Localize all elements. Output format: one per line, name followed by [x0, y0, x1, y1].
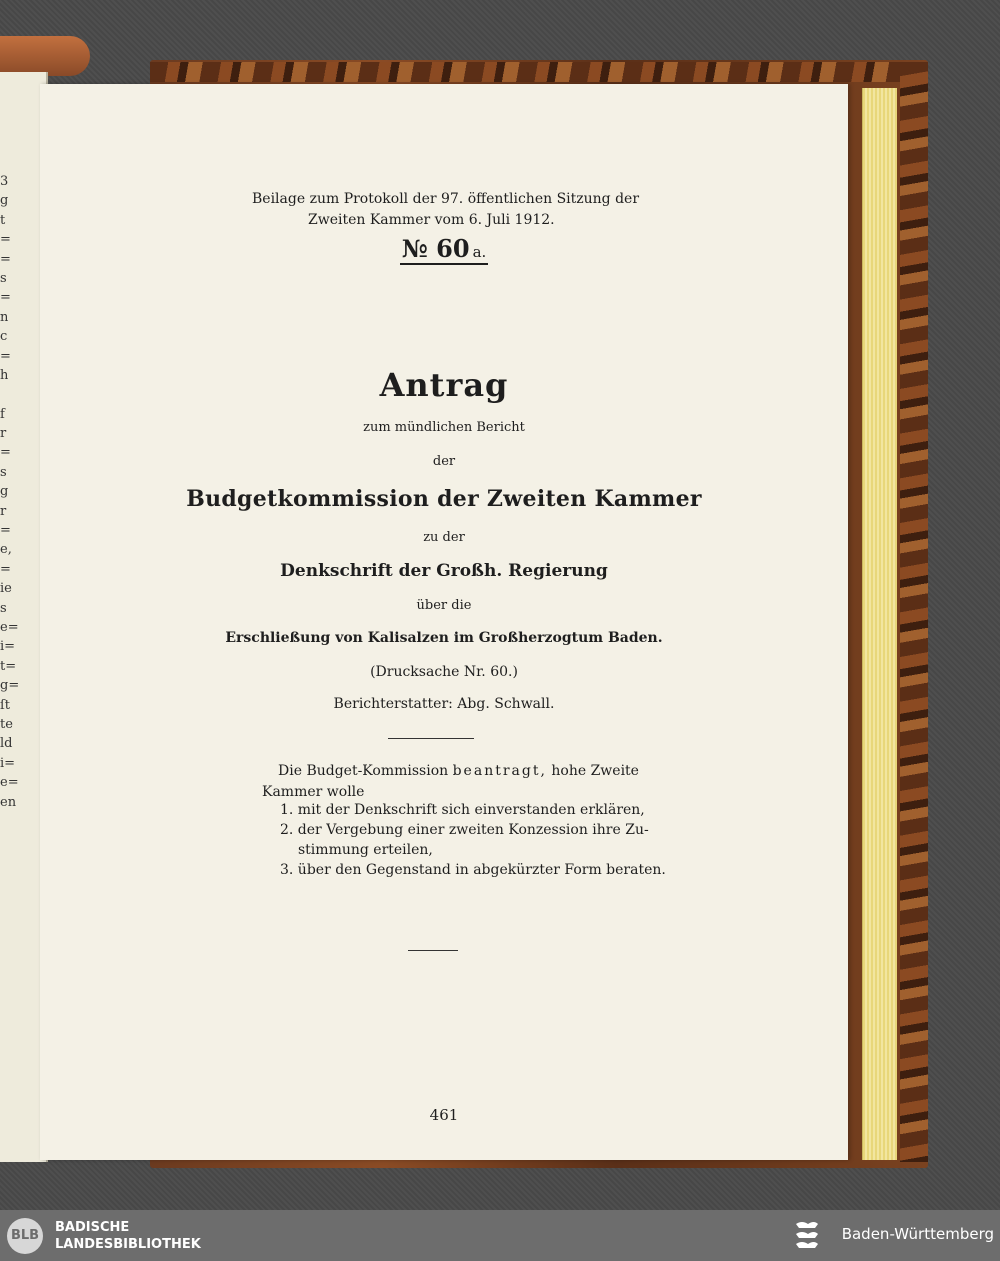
- left-page-char: =: [0, 348, 11, 364]
- rapporteur: Berichterstatter: Abg. Schwall.: [333, 696, 555, 712]
- left-page-char: g: [0, 193, 9, 209]
- list-item-continuation: stimmung erteilen,: [298, 842, 433, 858]
- left-page-char: =: [0, 251, 11, 267]
- motion-spaced: beantragt,: [452, 763, 547, 779]
- line-ueber-die: über die: [416, 598, 472, 613]
- left-page-char: n: [0, 309, 9, 325]
- left-page-char: f: [0, 406, 5, 422]
- left-page-char: g=: [0, 678, 20, 694]
- left-page-char: t=: [0, 658, 17, 674]
- list-item: 1. mit der Denkschrift sich einverstanden erklären,: [280, 802, 645, 818]
- left-page-char: e,: [0, 542, 12, 558]
- left-page-fragments: [0, 172, 20, 812]
- motion-start: Die Budget-Kommission: [278, 763, 449, 779]
- left-page-char: s: [0, 600, 7, 616]
- state-name[interactable]: Baden-Württemberg: [841, 1225, 994, 1243]
- left-page-char: s: [0, 270, 7, 286]
- motion-paragraph: [278, 761, 639, 782]
- left-page-char: i=: [0, 639, 16, 655]
- library-name-line-2: LANDESBIBLIOTHEK: [55, 1237, 201, 1252]
- left-page-char: c: [0, 329, 8, 345]
- left-page-char: en: [0, 794, 17, 810]
- left-page-char: ld: [0, 736, 13, 752]
- left-page-char: h: [0, 367, 9, 383]
- end-rule: [408, 950, 458, 951]
- left-page-char: =: [0, 290, 11, 306]
- left-page-char: e=: [0, 775, 19, 791]
- subject-line: Erschließung von Kalisalzen im Großherzogtum Baden.: [225, 630, 663, 646]
- left-page-char: ie: [0, 581, 12, 597]
- line-zum-bericht: zum mündlichen Bericht: [363, 420, 525, 435]
- document-number: [40, 234, 848, 265]
- left-page-char: i=: [0, 755, 16, 771]
- cover-marbling-right: [900, 62, 928, 1162]
- motion-end: hohe Zweite: [551, 763, 639, 779]
- supplement-line-1: Beilage zum Protokoll der 97. öffentlichen Sitzung der: [252, 191, 640, 207]
- document-page: [40, 84, 848, 1160]
- left-page-char: ſt: [0, 697, 11, 713]
- document-title: Antrag: [379, 366, 509, 404]
- page-edges: [862, 88, 897, 1160]
- library-name-line-1: BADISCHE: [55, 1220, 130, 1235]
- left-page-char: =: [0, 445, 11, 461]
- memo-title: Denkschrift der Großh. Regierung: [280, 561, 608, 581]
- motion-list: [280, 800, 666, 880]
- left-page-char: e=: [0, 619, 19, 635]
- list-item: 3. über den Gegenstand in abgekürzter Form beraten.: [280, 862, 666, 878]
- left-page-char: 3: [0, 174, 9, 189]
- line-zu-der: zu der: [423, 530, 465, 545]
- document-number-suffix: a.: [472, 243, 487, 261]
- left-page-char: t: [0, 212, 6, 228]
- print-reference: (Drucksache Nr. 60.): [370, 664, 518, 680]
- left-page-char: te: [0, 716, 13, 732]
- blb-logo[interactable]: BLB: [7, 1218, 43, 1254]
- document-number-value: № 60: [401, 234, 470, 263]
- list-item: 2. der Vergebung einer zweiten Konzession ihre Zu-: [280, 822, 649, 838]
- motion-line-2: Kammer wolle: [262, 784, 365, 800]
- left-page-char: =: [0, 523, 11, 539]
- left-page-char: s: [0, 464, 7, 480]
- left-page-char: r: [0, 426, 7, 442]
- commission-name: Budgetkommission der Zweiten Kammer: [186, 486, 702, 512]
- separator-rule: [388, 738, 474, 739]
- lion-crest-icon: [792, 1218, 822, 1254]
- left-page-char: g: [0, 484, 9, 500]
- left-page-char: [0, 385, 12, 404]
- library-name[interactable]: [55, 1219, 201, 1253]
- left-page-char: r: [0, 503, 7, 519]
- line-der: der: [432, 454, 456, 469]
- left-clip: [0, 36, 90, 76]
- supplement-line-2: Zweiten Kammer vom 6. Juli 1912.: [308, 212, 555, 228]
- left-page-char: =: [0, 561, 11, 577]
- page-number: 461: [429, 1106, 459, 1124]
- cover-marbling-top: [150, 62, 910, 82]
- left-page-char: =: [0, 232, 11, 248]
- footer-bar: [0, 1210, 1000, 1261]
